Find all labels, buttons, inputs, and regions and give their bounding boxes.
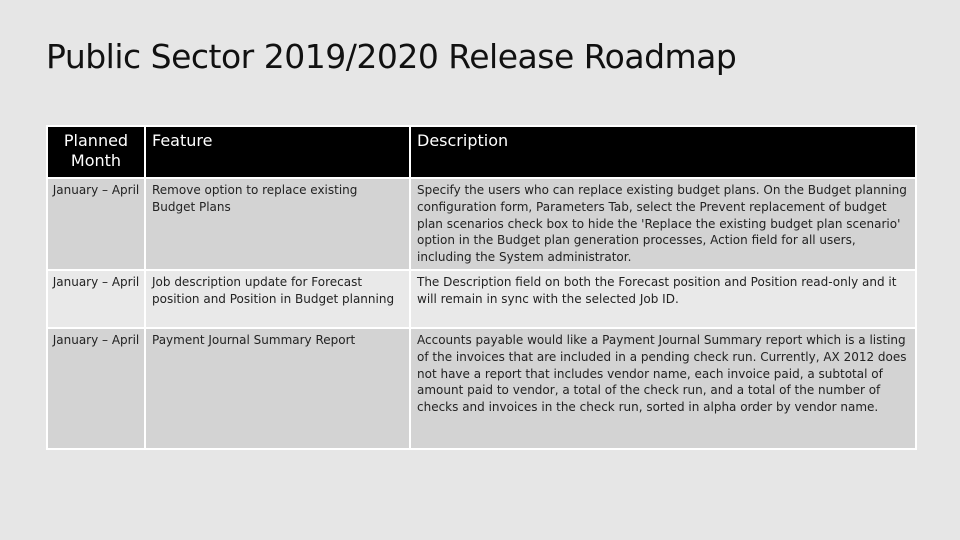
cell-month: January – April xyxy=(47,178,145,270)
header-planned-month: Planned Month xyxy=(47,126,145,178)
cell-description: Accounts payable would like a Payment Journal Summary report which is a listing of the invoices that are included in a pending check run. Currently, AX 2012 does not have a report that includes vendor name, each invoice paid, a subtotal of amount paid to vendor, a total of the check run, and a total of the number of checks and invoices in the check run, sorted in alpha order by vendor name. xyxy=(410,328,916,449)
table-row xyxy=(47,178,916,270)
cell-feature: Payment Journal Summary Report xyxy=(145,328,410,449)
roadmap-table xyxy=(46,125,917,450)
cell-description: The Description field on both the Forecast position and Position read-only and it will remain in sync with the selected Job ID. xyxy=(410,270,916,328)
header-description: Description xyxy=(410,126,916,178)
cell-month: January – April xyxy=(47,328,145,449)
cell-month: January – April xyxy=(47,270,145,328)
table-row xyxy=(47,328,916,449)
table-header-row xyxy=(47,126,916,178)
cell-feature: Remove option to replace existing Budget Plans xyxy=(145,178,410,270)
cell-feature: Job description update for Forecast position and Position in Budget planning xyxy=(145,270,410,328)
table-row xyxy=(47,270,916,328)
header-feature: Feature xyxy=(145,126,410,178)
cell-description: Specify the users who can replace existing budget plans. On the Budget planning configuration form, Parameters Tab, select the Prevent replacement of budget plan scenarios check box to hide the 'Replace the existing budget plan scenario' option in the Budget plan generation processes, Action field for all users, including the System administrator. xyxy=(410,178,916,270)
slide-title: Public Sector 2019/2020 Release Roadmap xyxy=(46,37,737,76)
